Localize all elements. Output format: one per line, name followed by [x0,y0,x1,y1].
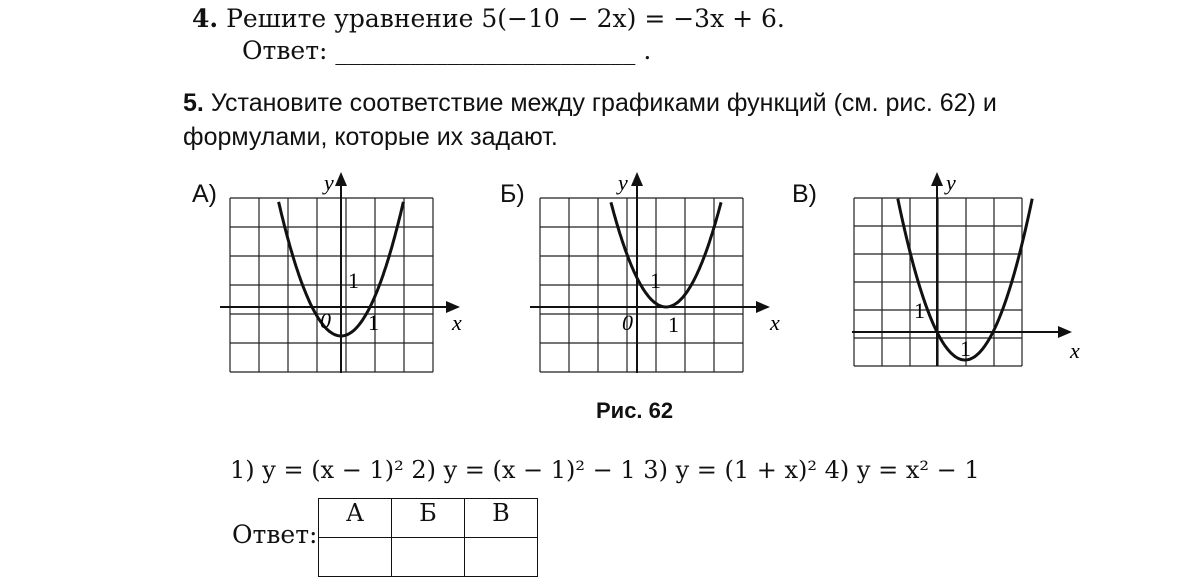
question-5-number: 5. [183,89,204,117]
question-4-text: Решите уравнение 5(−10 − 2x) = −3x + 6. [226,4,785,33]
graph-c-label: В) [792,180,817,208]
graph-a-unit-y: 1 [348,268,359,293]
question-5 [183,86,1113,154]
graph-b-origin-label: 0 [622,310,633,335]
answer-table [318,498,538,577]
answer-header-c: В [465,499,538,538]
graph-b-y-label: y [618,170,628,195]
graph-a-x-label: x [452,310,462,335]
answer-header-b: Б [392,499,465,538]
answer-cell-b[interactable] [392,538,465,577]
graph-a-label: А) [192,180,217,208]
question-4-answer-label: Ответ: ________________________ . [242,36,652,65]
graph-c-unit-y: 1 [914,298,925,323]
question-5-text: Установите соответствие между графиками функций (см. рис. 62) и формулами, которые их задают. [183,89,997,151]
graph-a-y-label: y [324,170,334,195]
answer-header-a: А [319,499,392,538]
graph-b [530,168,792,378]
graph-c [852,168,1092,368]
formula-list: 1) y = (x − 1)² 2) y = (x − 1)² − 1 3) y = (1 + x)² 4) y = x² − 1 [230,456,980,484]
graph-a-y-arrow [335,172,347,186]
question-4 [192,4,785,33]
answer-cell-c[interactable] [465,538,538,577]
graph-b-unit-x: 1 [668,312,679,337]
graph-c-x-label: x [1070,338,1080,363]
question-4-number: 4. [192,4,219,33]
graph-a-origin-label: 0 [320,308,331,333]
graph-c-x-arrow [1058,326,1072,338]
answer-label: Ответ: [232,520,318,549]
answer-table-input-row [319,538,538,577]
figure-caption: Рис. 62 [596,398,674,423]
graph-c-y-label: y [946,170,956,195]
graph-a [220,168,470,378]
graph-b-unit-y: 1 [650,268,661,293]
graph-b-label: Б) [500,180,525,208]
graph-b-x-label: x [770,310,780,335]
graph-b-x-arrow [756,301,770,313]
graph-a-grid [230,198,433,372]
graph-a-unit-x: 1 [368,310,379,335]
graph-b-y-arrow [631,172,643,186]
answer-cell-a[interactable] [319,538,392,577]
graph-c-y-arrow [931,172,943,186]
answer-table-header-row [319,499,538,538]
graph-c-unit-x: 1 [960,336,971,361]
